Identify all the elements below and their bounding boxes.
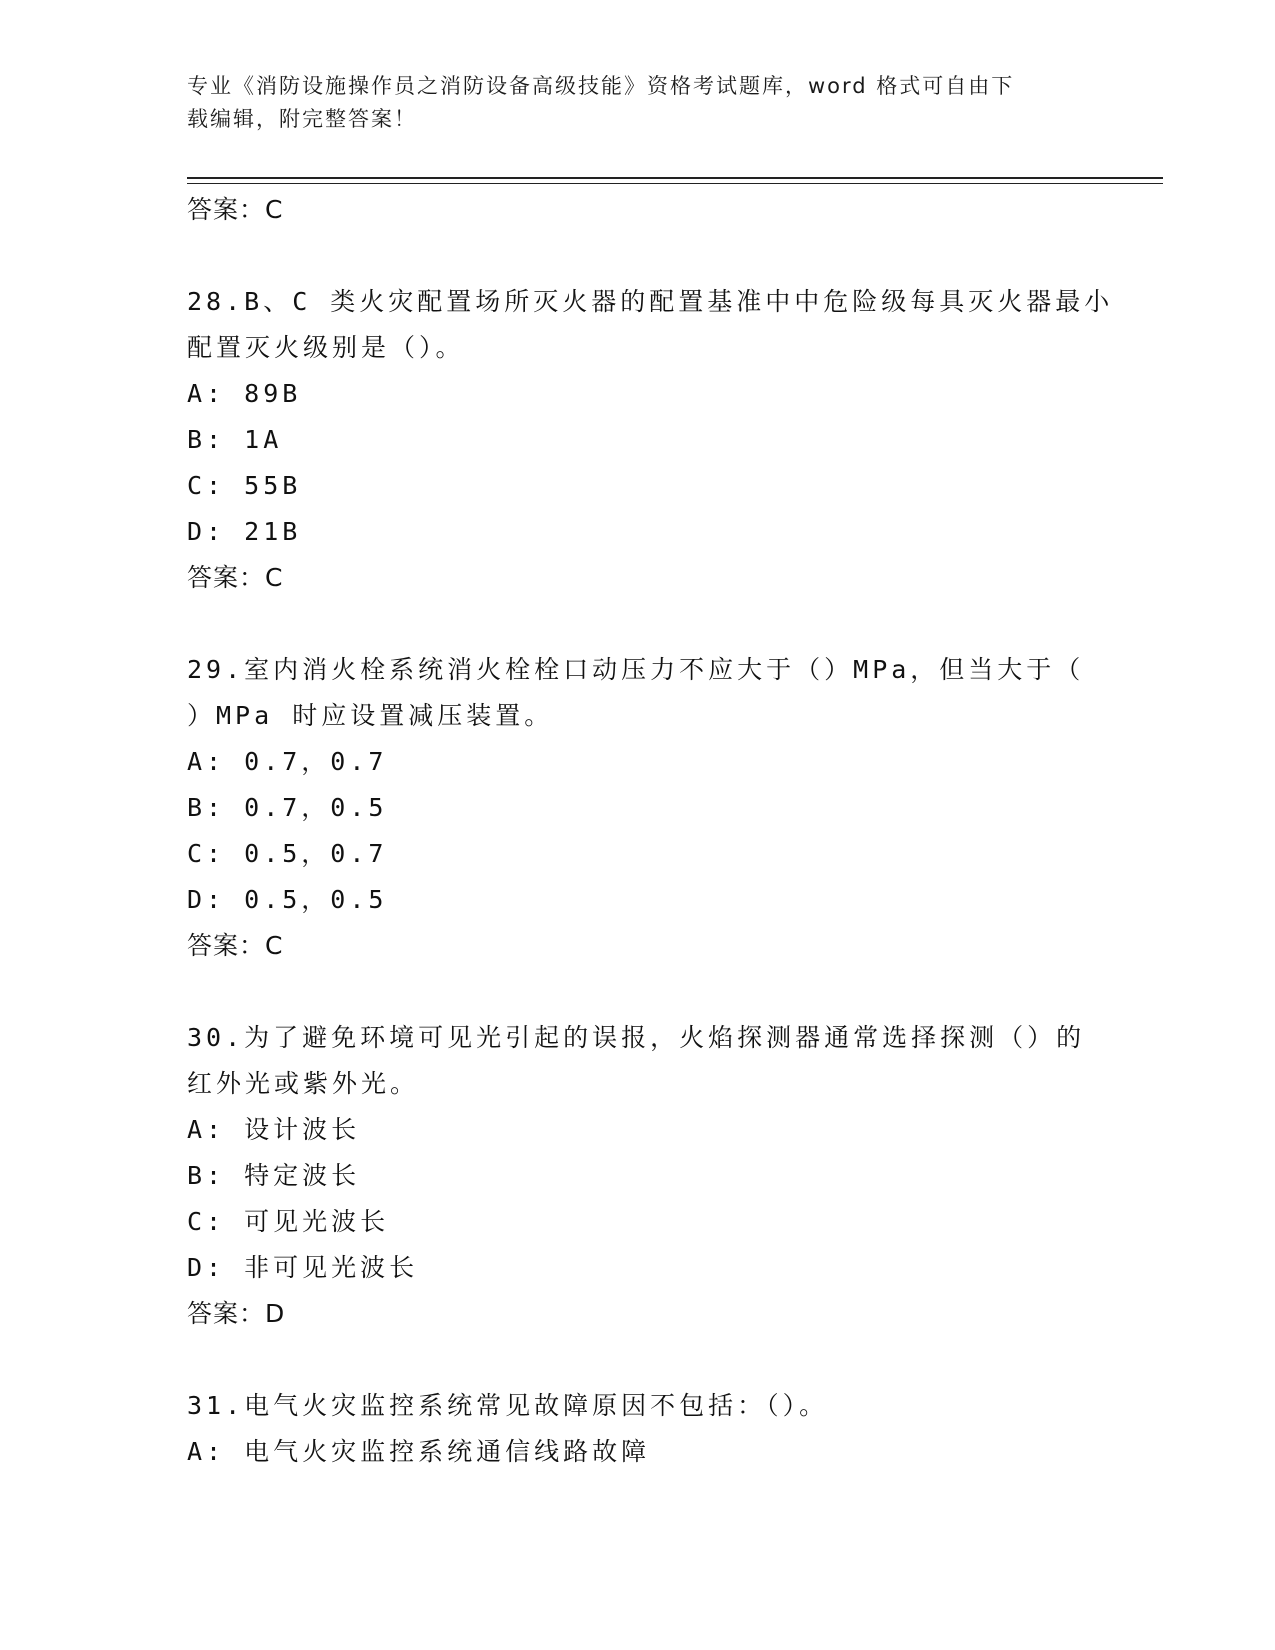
answer-line: 答案：C: [187, 563, 284, 592]
option-c: C: 55B: [187, 471, 302, 500]
question-stem: 30.为了避免环境可见光引起的误报，火焰探测器通常选择探测（）的: [187, 1023, 1086, 1052]
question-stem: 28.B、C 类火灾配置场所灭火器的配置基准中中危险级每具灭火器最小: [187, 287, 1114, 316]
header-line-2: 载编辑，附完整答案！: [187, 107, 417, 131]
document-header: [187, 70, 1087, 136]
spacer: [187, 233, 1107, 279]
header-line-1: 专业《消防设施操作员之消防设备高级技能》资格考试题库，word 格式可自由下: [187, 74, 1015, 98]
question-list: [187, 187, 1114, 1475]
answer-line: 答案：D: [187, 1299, 286, 1328]
spacer: [187, 969, 1107, 1015]
header-rule-top: [187, 177, 1163, 179]
previous-answer: 答案：C: [187, 195, 284, 224]
option-b: B: 特定波长: [187, 1161, 361, 1190]
option-a: A: 设计波长: [187, 1115, 361, 1144]
question-block: [187, 1383, 1107, 1475]
spacer: [187, 1337, 1107, 1383]
question-block: [187, 647, 1107, 969]
option-b: B: 1A: [187, 425, 283, 454]
question-stem: 29.室内消火栓系统消火栓栓口动压力不应大于（）MPa，但当大于（: [187, 655, 1085, 684]
option-a: A: 0.7，0.7: [187, 747, 388, 776]
question-block: [187, 279, 1114, 601]
option-d: D: 21B: [187, 517, 302, 546]
answer-line: 答案：C: [187, 931, 284, 960]
option-d: D: 0.5，0.5: [187, 885, 388, 914]
option-d: D: 非可见光波长: [187, 1253, 419, 1282]
question-stem: ）MPa 时应设置减压装置。: [187, 701, 554, 730]
question-stem: 红外光或紫外光。: [187, 1069, 420, 1098]
option-a: A: 电气火灾监控系统通信线路故障: [187, 1437, 651, 1466]
question-block: [187, 1015, 1107, 1337]
header-rule-bottom: [187, 183, 1163, 184]
spacer: [187, 601, 1107, 647]
option-a: A: 89B: [187, 379, 302, 408]
question-stem: 配置灭火级别是（）。: [187, 333, 465, 362]
option-c: C: 可见光波长: [187, 1207, 390, 1236]
option-b: B: 0.7，0.5: [187, 793, 388, 822]
option-c: C: 0.5，0.7: [187, 839, 388, 868]
question-stem: 31.电气火灾监控系统常见故障原因不包括：（）。: [187, 1391, 829, 1420]
